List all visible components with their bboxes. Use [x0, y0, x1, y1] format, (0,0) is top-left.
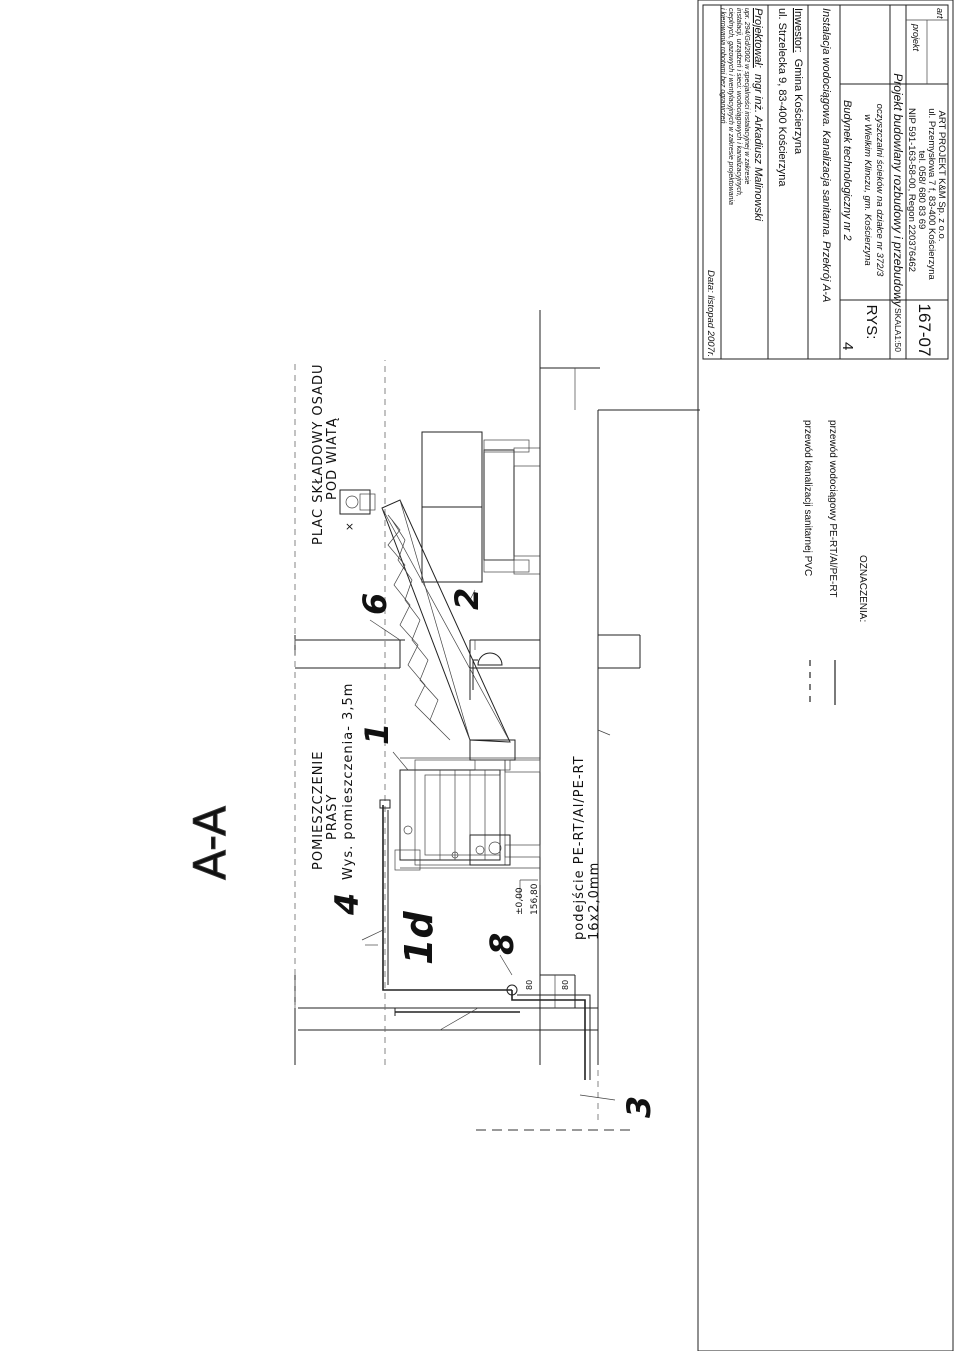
marker-4: 4 — [328, 892, 366, 915]
level-marker — [515, 880, 540, 915]
investor-address: ul. Strzelecka 9, 83-400 Kościerzyna — [776, 8, 788, 187]
pipe-label-1: podejście PE-RT/Al/PE-RT — [572, 755, 587, 940]
title-block — [698, 0, 953, 1351]
pipe-label-2: 16x2,0mm — [587, 861, 602, 940]
pipe-dim-1: 80 — [525, 979, 534, 990]
section-drawing — [185, 310, 700, 1130]
marker-2: 2 — [448, 587, 486, 610]
marker-1d: 1d — [397, 911, 441, 965]
investor-label: Inwestor: — [792, 8, 804, 53]
investor-name: Gmina Kościerzyna — [792, 58, 804, 155]
svg-text:Inwestor: Gmina Koście — [792, 8, 804, 155]
marker-3: 3 — [620, 1095, 658, 1118]
logo-art: art — [935, 8, 945, 19]
marker-8: 8 — [483, 932, 521, 955]
designer-label: Projektował: — [752, 8, 764, 68]
level-zero: ±0,00 — [515, 887, 525, 915]
qualifications-4: i kierowania robotami bez ograniczeń — [719, 8, 726, 124]
designer-name: mgr inż. Arkadiusz Malinowski — [752, 73, 764, 221]
room-label-2: PRASY — [325, 793, 340, 840]
marker-6: 6 — [356, 592, 394, 615]
section-title: A-A — [185, 805, 236, 880]
pipe-dim-2: 80 — [561, 979, 570, 990]
project-title: Projekt budowlany rozbudowy i przebudowy — [891, 73, 905, 307]
legend-item-water: przewód wodociągowy PE-RT/Al/PE-RT — [827, 420, 838, 598]
legend — [802, 420, 868, 705]
designer — [719, 8, 764, 221]
yard-label-2: POD WIATĄ — [325, 417, 340, 500]
investor — [776, 8, 804, 187]
legend-title: OZNACZENIA: — [857, 555, 868, 623]
logo-projekt: projekt — [911, 24, 921, 52]
legend-item-sewer: przewód kanalizacji sanitarnej PVC — [802, 420, 813, 577]
qualifications-1: upr. 294/Gd/2002 w specjalności instalacyjnej w zakresie — [743, 8, 750, 185]
level-absolute: 156,80 — [530, 883, 540, 915]
sludge-container — [422, 432, 540, 590]
qualifications-3: cieplnych, gazowych i wentylacyjnych w zakresie projektowania — [727, 8, 734, 205]
room-height: Wys. pomieszczenia- 3,5m — [341, 682, 356, 880]
company-phone: tel. 058/ 680 83 69 — [916, 150, 927, 230]
rys-label: RYS: — [863, 304, 880, 340]
room-label-1: POMIESZCZENIE — [311, 750, 326, 870]
conveyor-cross: × — [345, 520, 355, 533]
building-name: Budynek technologiczny nr 2 — [841, 100, 853, 241]
press-machine — [395, 758, 540, 870]
company-name: ART PROJEKT K&M Sp. z o.o. — [936, 110, 947, 242]
marker-1: 1 — [358, 722, 396, 745]
rys-number: 4 — [839, 342, 856, 351]
yard-label-1: PLAC SKŁADOWY OSADU — [311, 363, 326, 545]
svg-text:Projektował: mgr inż. — [752, 8, 764, 221]
qualifications-2: instalacji, urządzeń i sieci: wodociągowych i kanalizacyjnych, — [735, 8, 742, 197]
date: Data: listopad 2007r. — [705, 270, 716, 358]
project-subtitle-2: w Wielkim Klinczu, gm. Kościerzyna — [862, 114, 873, 266]
project-number: 167-07 — [915, 303, 934, 357]
company-address: ul. Przemysłowa 7 f, 83-400 Kościerzyna — [926, 108, 937, 280]
company-nip: NIP 591-163-58-00, Regon 220376462 — [906, 107, 917, 273]
project-subtitle-1: oczyszczalni ścieków na działce nr 372/3 — [874, 103, 885, 277]
scale: SKALA1:50 — [893, 308, 903, 352]
drawing-title: Instalacja wodociągowa. Kanalizacja sanitarna. Przekrój A-A — [820, 8, 832, 303]
yard-valve — [473, 653, 502, 690]
